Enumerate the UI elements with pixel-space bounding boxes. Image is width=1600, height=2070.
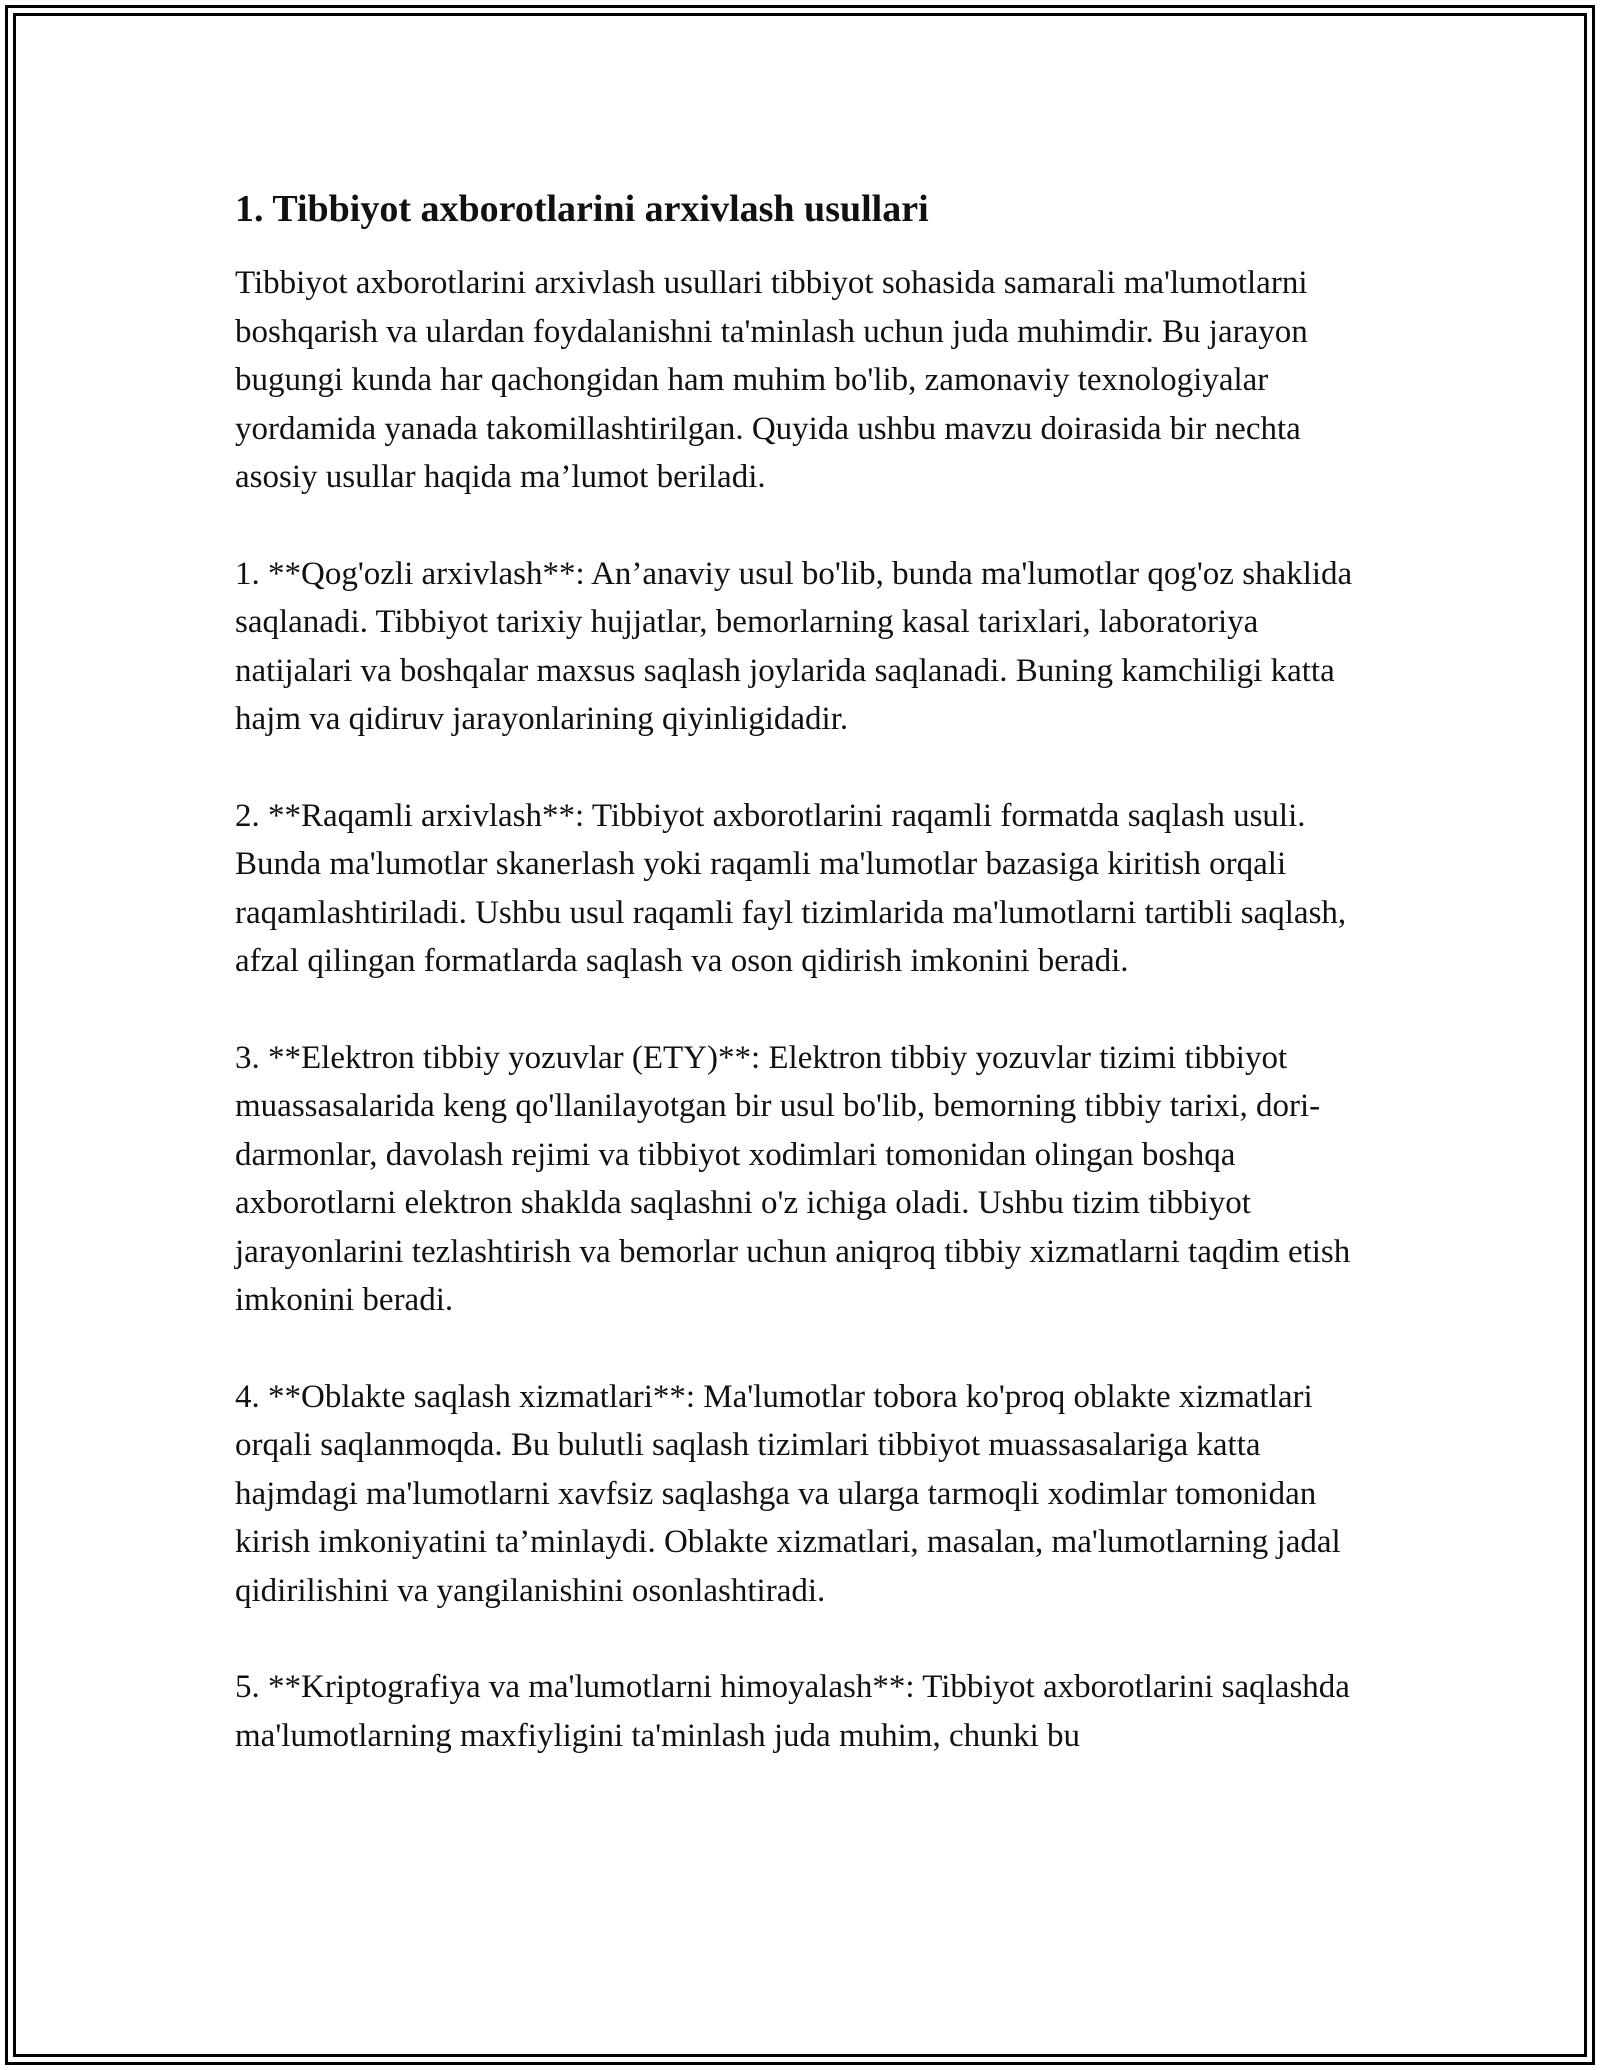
- paragraph-cloud-storage: 4. **Oblakte saqlash xizmatlari**: Ma'lumotlar tobora ko'proq oblakte xizmatlari orqali saqlanmoqda. Bu bulutli saqlash tizimlari tibbiyot muassasalariga katta hajmdagi ma'lumotlarni xavfsiz saqlashga va ularga tarmoqli xodimlar tomonidan kirish imkoniyatini ta’minlaydi. Oblakte xizmatlari, masalan, ma'lumotlarning jadal qidirilishini va yangilanishini osonlashtiradi.: [235, 1378, 1341, 1609]
- section-heading: 1. Tibbiyot axborotlarini arxivlash usullari: [235, 188, 929, 230]
- paragraph-cryptography: 5. **Kriptografiya va ma'lumotlarni himoyalash**: Tibbiyot axborotlarini saqlashda ma'lumotlarning maxfiyligini ta'minlash juda muhim, chunki bu: [235, 1669, 1350, 1754]
- paragraph-digital-archiving: 2. **Raqamli arxivlash**: Tibbiyot axborotlarini raqamli formatda saqlash usuli. Bunda ma'lumotlar skanerlash yoki raqamli ma'lumotlar bazasiga kiritish orqali raqamlashtiriladi. Ushbu usul raqamli fayl tizimlarida ma'lumotlarni tartibli saqlash, afzal qilingan formatlarda saqlash va oson qidirish imkonini beradi.: [235, 797, 1347, 979]
- intro-paragraph: Tibbiyot axborotlarini arxivlash usullari tibbiyot sohasida samarali ma'lumotlarni boshqarish va ulardan foydalanishni ta'minlash uchun juda muhimdir. Bu jarayon bugungi kunda har qachongidan ham muhim bo'lib, zamonaviy texnologiyalar yordamida yanada takomillashtirilgan. Quyida ushbu mavzu doirasida bir nechta asosiy usullar haqida ma’lumot beriladi.: [235, 265, 1308, 495]
- document-body: [235, 185, 1375, 1808]
- paragraph-electronic-records: 3. **Elektron tibbiy yozuvlar (ETY)**: Elektron tibbiy yozuvlar tizimi tibbiyot muassasalarida keng qo'llanilayotgan bir usul bo'lib, bemorning tibbiy tarixi, dori-darmonlar, davolash rejimi va tibbiyot xodimlari tomonidan olingan boshqa axborotlarni elektron shaklda saqlashni o'z ichiga oladi. Ushbu tizim tibbiyot jarayonlarini tezlashtirish va bemorlar uchun aniqroq tibbiy xizmatlarni taqdim etish imkonini beradi.: [235, 1039, 1351, 1318]
- paragraph-paper-archiving: 1. **Qog'ozli arxivlash**: An’anaviy usul bo'lib, bunda ma'lumotlar qog'oz shaklida saqlanadi. Tibbiyot tarixiy hujjatlar, bemorlarning kasal tarixlari, laboratoriya natijalari va boshqalar maxsus saqlash joylarida saqlanadi. Buning kamchiligi katta hajm va qidiruv jarayonlarining qiyinligidadir.: [235, 555, 1353, 737]
